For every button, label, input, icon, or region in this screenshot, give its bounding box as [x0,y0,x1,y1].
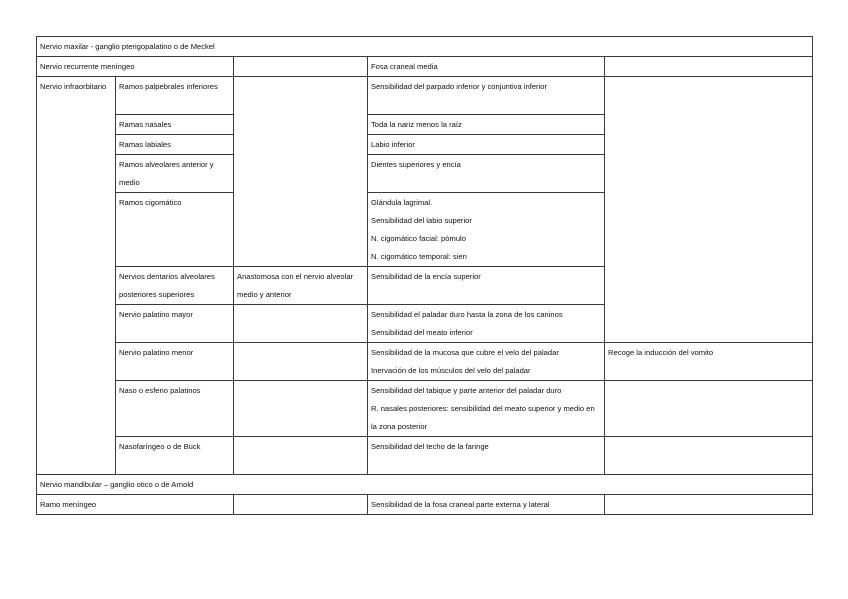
description-cell: Fosa craneal media [368,57,605,77]
nerve-group-label: Nervio infraorbitario [37,77,116,475]
section-title-maxilar: Nervio maxilar - ganglio pterigopalatino o de Meckel [37,37,813,57]
description-cell: Sensibilidad del techo de la faringe [368,437,605,475]
description-cell: Sensibilidad del tabique y parte anterior del paladar duro R. nasales posteriores: sensibilidad del meato superior y medio en la zona posterior [368,381,605,437]
table-row [37,495,813,515]
note-cell [234,343,368,381]
section-header-row [37,475,813,495]
note-cell: Anastomosa con el nervio alveolar medio y anterior [234,267,368,305]
description-cell: Sensibilidad de la fosa craneal parte externa y lateral [368,495,605,515]
note-cell [234,381,368,437]
description-cell: Dientes superiores y encía [368,155,605,193]
nerve-table [36,36,813,515]
table-row [37,343,813,381]
description-cell: Sensibilidad de la encía superior [368,267,605,305]
extra-cell: Recoge la inducción del vomito [605,343,813,381]
section-title-mandibular: Nervio mandibular – ganglio otico o de Arnold [37,475,813,495]
extra-cell [605,57,813,77]
note-cell [234,77,368,267]
branch-name-cell: Nasofaríngeo o de Buck [116,437,234,475]
branch-name-cell: Ramos palpebrales inferiores [116,77,234,115]
table-row [37,77,813,115]
branch-name-cell: Naso o esfeno palatinos [116,381,234,437]
description-cell: Sensibilidad el paladar duro hasta la zona de los caninos Sensibilidad del meato inferior [368,305,605,343]
description-cell: Sensibilidad de la mucosa que cubre el velo del paladar Inervación de los músculos del velo del paladar [368,343,605,381]
section-header-row [37,37,813,57]
branch-name-cell: Ramos cigomático [116,193,234,267]
description-cell: Sensibilidad del parpado inferior y conjuntiva inferior [368,77,605,115]
branch-name-cell: Ramas nasales [116,115,234,135]
description-cell: Labio inferior [368,135,605,155]
table-row [37,381,813,437]
branch-name-cell: Ramos alveolares anterior y medio [116,155,234,193]
description-cell: Toda la nariz menos la raíz [368,115,605,135]
note-cell [234,305,368,343]
extra-cell [605,381,813,437]
table-row [37,437,813,475]
nerve-name-cell: Ramo meníngeo [37,495,234,515]
nerve-name-cell: Nervio recurrente meníngeo [37,57,234,77]
table-row [37,57,813,77]
extra-cell [605,77,813,343]
branch-name-cell: Nervios dentarios alveolares posteriores superiores [116,267,234,305]
branch-name-cell: Nervio palatino mayor [116,305,234,343]
branch-name-cell: Ramas labiales [116,135,234,155]
note-cell [234,437,368,475]
note-cell [234,495,368,515]
extra-cell [605,437,813,475]
branch-name-cell: Nervio palatino menor [116,343,234,381]
extra-cell [605,495,813,515]
note-cell [234,57,368,77]
description-cell: Glándula lagrimal. Sensibilidad del labio superior N. cigomático facial: pómulo N. cigomático temporal: sien [368,193,605,267]
